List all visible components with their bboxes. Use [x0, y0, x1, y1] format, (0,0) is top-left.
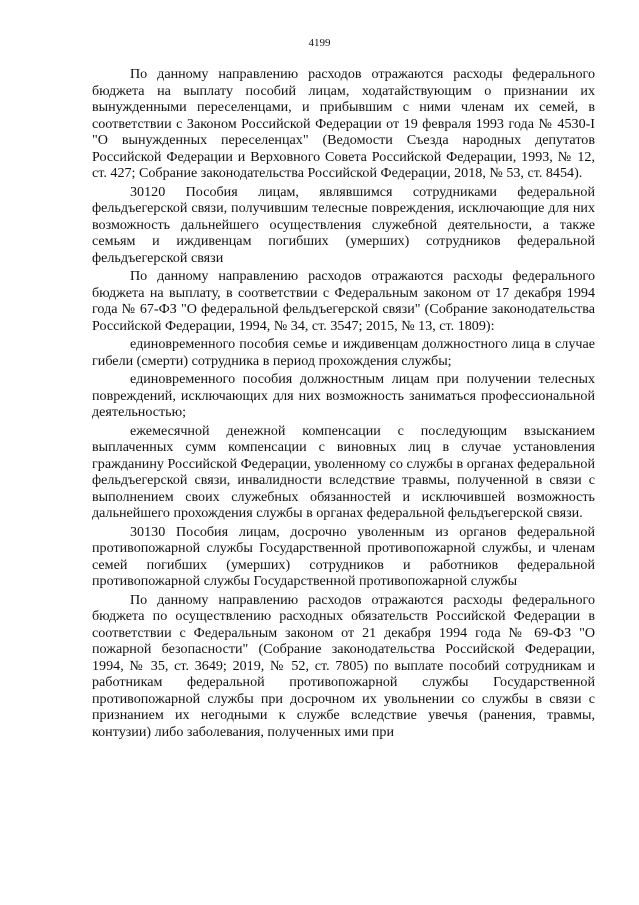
paragraph-fire-service-expenses: По данному направлению расходов отражаются расходы федерального бюджета по осуществлению расходных обязательств Российской Федерации в соответствии с Федеральным законом от 21 декабря 1994 года № 69-ФЗ "О пожарной безопасности" (Собрание законодательства Российской Федерации, 1994, № 35, ст. 3649; 2019, № 52, ст. 7805) по выплате пособий сотрудникам и работникам федеральной противопожарной службы Государственной противопожарной службы при досрочном их увольнении со службы в связи с признанием их негодными к службе вследствие увечья (ранения, травмы, контузии) либо заболевания, полученных ими при: [92, 591, 595, 740]
paragraph-30120-heading: 30120 Пособия лицам, являвшимся сотрудниками федеральной фельдъегерской связи, получившим телесные повреждения, исключающие для них возможность дальнейшего осуществления служебной деятельности, а также семьям и иждивенцам погибших (умерших) сотрудников федеральной фельдъегерской связи: [92, 183, 595, 266]
paragraph-courier-service-expenses: По данному направлению расходов отражаются расходы федерального бюджета на выплату, в соответствии с Федеральным законом от 17 декабря 1994 года № 67-ФЗ "О федеральной фельдъегерской связи" (Собрание законодательства Российской Федерации, 1994, № 34, ст. 3547; 2015, № 13, ст. 1809):: [92, 268, 595, 334]
paragraph-monthly-compensation: ежемесячной денежной компенсации с последующим взысканием выплаченных сумм компенсации с виновных лиц в случае установления гражданину Российской Федерации, уволенному со службы в органах федеральной фельдъегерской связи, инвалидности вследствие травмы, полученной в связи с выполнением своих служебных обязанностей и исключившей возможность дальнейшего прохождения службы в органах федеральной фельдъегерской связи.: [92, 422, 595, 521]
document-body: [92, 66, 595, 740]
paragraph-forced-migrants-expenses: По данному направлению расходов отражаются расходы федерального бюджета на выплату пособий лицам, ходатайствующим о признании их вынужденными переселенцами, и прибывшим с ними членам их семей, в соответствии с Законом Российской Федерации от 19 февраля 1993 года № 4530-I "О вынужденных переселенцах" (Ведомости Съезда народных депутатов Российской Федерации и Верховного Совета Российской Федерации, 1993, № 12, ст. 427; Собрание законодательства Российской Федерации, 2018, № 53, ст. 8454).: [92, 66, 595, 181]
paragraph-lump-sum-family: единовременного пособия семье и иждивенцам должностного лица в случае гибели (смерти) сотрудника в период прохождения службы;: [92, 336, 595, 369]
paragraph-lump-sum-officials: единовременного пособия должностным лицам при получении телесных повреждений, исключающих для них возможность заниматься профессиональной деятельностью;: [92, 371, 595, 420]
page-number: 4199: [308, 37, 331, 49]
paragraph-30130-heading: 30130 Пособия лицам, досрочно уволенным из органов федеральной противопожарной службы Государственной противопожарной службы, и членам семей погибших (умерших) сотрудников и работников федеральной противопожарной службы Государственной противопожарной службы: [92, 523, 595, 589]
